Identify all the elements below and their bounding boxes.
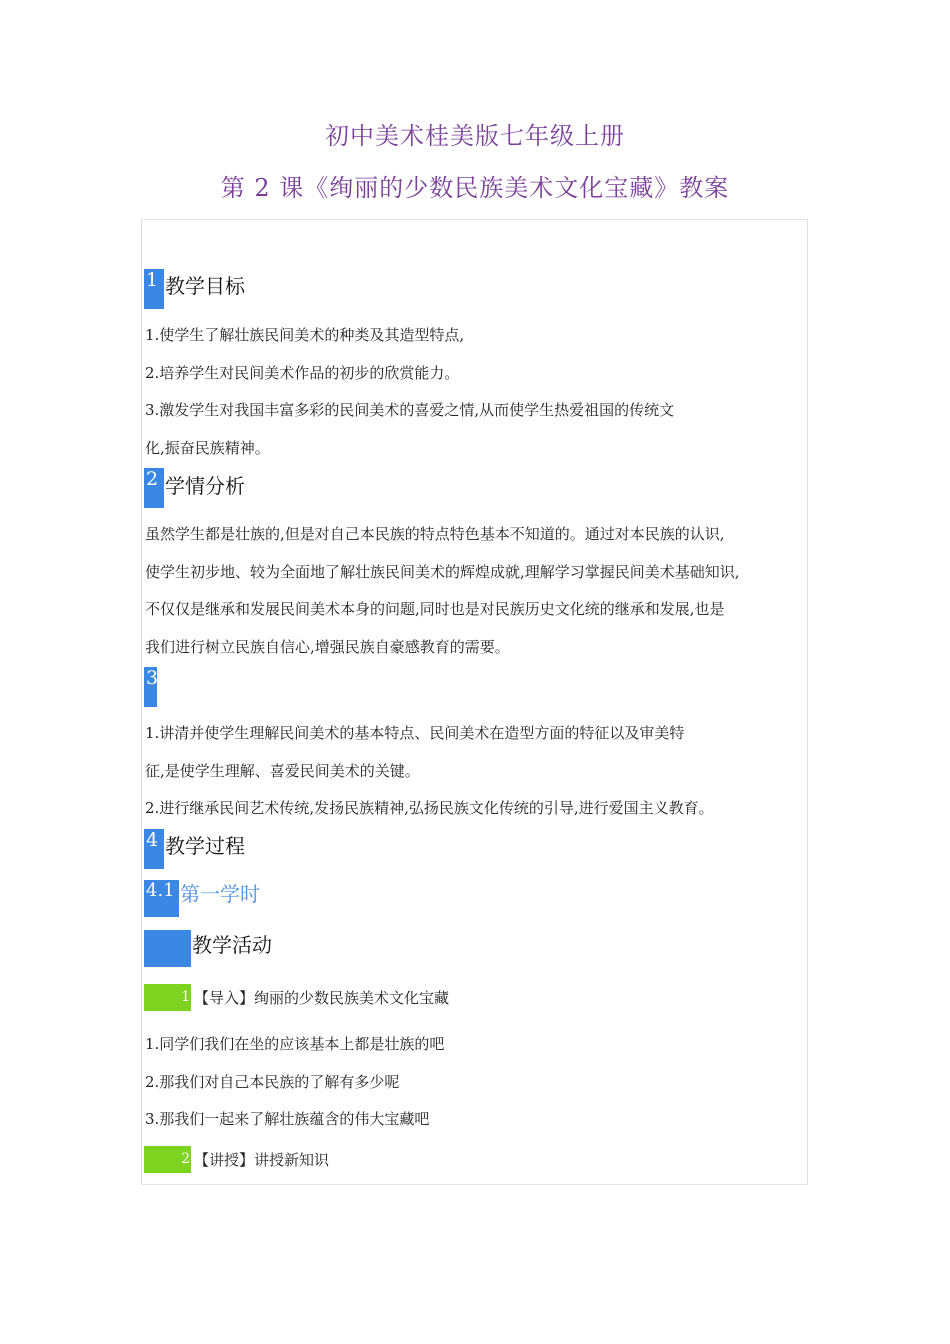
section-number-1: 1 xyxy=(144,269,164,309)
paragraph-line: 3.激发学生对我国丰富多彩的民间美术的喜爱之情,从而使学生热爱祖国的传统文 xyxy=(145,401,675,419)
step-number-2: 2 xyxy=(144,1146,191,1173)
step-label-lecture: 【讲授】讲授新知识 xyxy=(194,1151,330,1169)
paragraph-line: 2.培养学生对民间美术作品的初步的欣赏能力。 xyxy=(145,364,460,382)
activity-color-block xyxy=(144,930,191,967)
paragraph-line: 1.讲清并使学生理解民间美术的基本特点、民间美术在造型方面的特征以及审美特 xyxy=(145,724,685,742)
paragraph-line: 虽然学生都是壮族的,但是对自己本民族的特点特色基本不知道的。通过对本民族的认识, xyxy=(145,525,725,543)
paragraph-line: 3.那我们一起来了解壮族蕴含的伟大宝藏吧 xyxy=(145,1110,430,1128)
paragraph-line: 1.使学生了解壮族民间美术的种类及其造型特点, xyxy=(145,326,465,344)
section-number-3: 3 xyxy=(144,667,157,707)
paragraph-line: 我们进行树立民族自信心,增强民族自豪感教育的需要。 xyxy=(145,638,510,656)
paragraph-line: 征,是使学生理解、喜爱民间美术的关键。 xyxy=(145,762,420,780)
step-label-intro: 【导入】绚丽的少数民族美术文化宝藏 xyxy=(194,989,450,1007)
paragraph-line: 2.进行继承民间艺术传统,发扬民族精神,弘扬民族文化传统的引导,进行爱国主义教育。 xyxy=(145,799,714,817)
paragraph-line: 不仅仅是继承和发展民间美术本身的问题,同时也是对民族历史文化统的继承和发展,也是 xyxy=(145,600,725,618)
page-title-line-2: 第 2 课《绚丽的少数民族美术文化宝藏》教案 xyxy=(220,174,730,202)
section-heading-student-analysis: 学情分析 xyxy=(165,474,245,498)
section-heading-teaching-activity: 教学活动 xyxy=(192,933,272,957)
section-number-4-1: 4.1 xyxy=(144,880,179,917)
section-number-4: 4 xyxy=(144,829,164,869)
paragraph-line: 使学生初步地、较为全面地了解壮族民间美术的辉煌成就,理解学习掌握民间美术基础知识, xyxy=(145,563,740,581)
paragraph-line: 化,振奋民族精神。 xyxy=(145,439,270,457)
step-number-1: 1 xyxy=(144,984,191,1011)
section-heading-teaching-process: 教学过程 xyxy=(165,834,245,858)
section-heading-teaching-goals: 教学目标 xyxy=(165,274,245,298)
section-number-2: 2 xyxy=(144,468,164,508)
paragraph-line: 2.那我们对自己本民族的了解有多少呢 xyxy=(145,1073,400,1091)
page-title-line-1: 初中美术桂美版七年级上册 xyxy=(325,122,625,150)
section-heading-first-period: 第一学时 xyxy=(180,882,260,906)
paragraph-line: 1.同学们我们在坐的应该基本上都是壮族的吧 xyxy=(145,1035,445,1053)
